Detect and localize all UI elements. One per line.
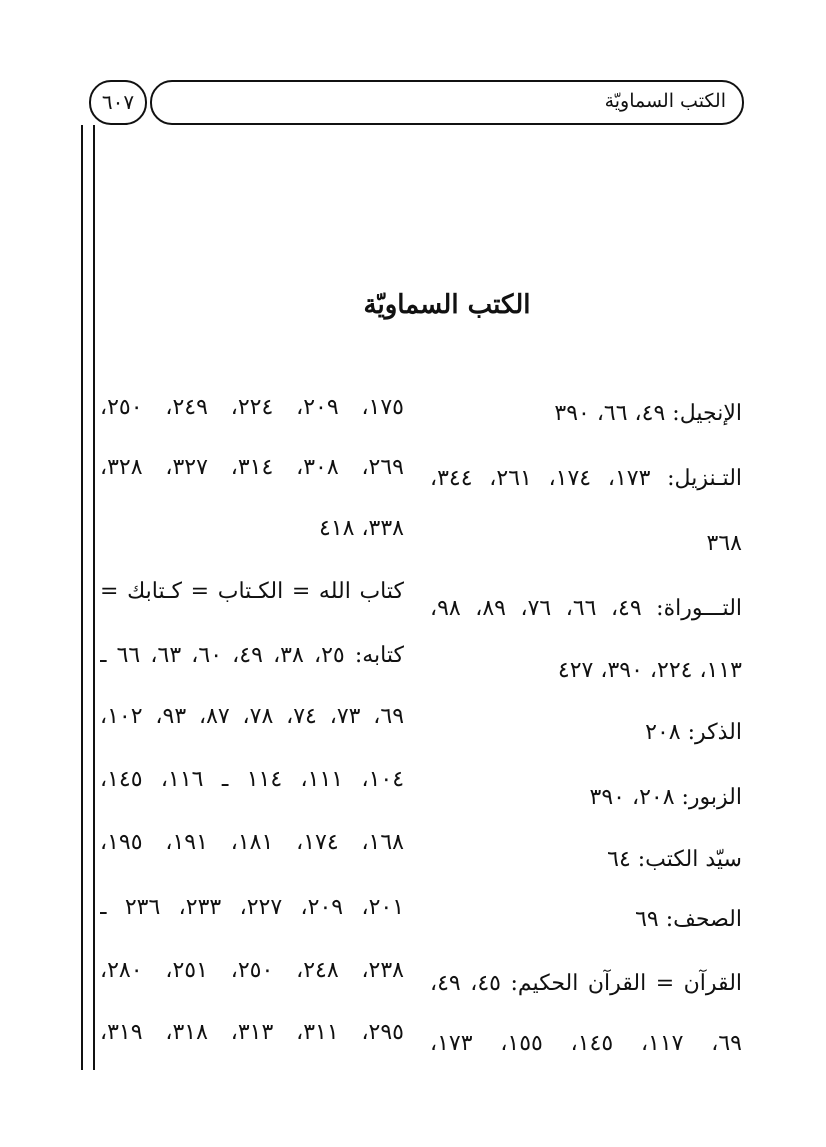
page-number: ٦٠٧ xyxy=(89,80,147,125)
index-entry-line: ٢٩٥، ٣١١، ٣١٣، ٣١٨، ٣١٩، xyxy=(100,1020,404,1045)
index-entry-line: التـــوراة: ٤٩، ٦٦، ٧٦، ٨٩، ٩٨، xyxy=(430,596,742,621)
index-entry-line: ٢٦٩، ٣٠٨، ٣١٤، ٣٢٧، ٣٢٨، xyxy=(100,455,404,480)
index-entry-line: القرآن = القرآن الحكيم: ٤٥، ٤٩، xyxy=(430,971,742,996)
index-entry-line: ٦٩، ٧٣، ٧٤، ٧٨، ٨٧، ٩٣، ١٠٢، xyxy=(100,704,404,729)
running-header xyxy=(150,80,744,125)
index-entry-line: التـنزيل: ١٧٣، ١٧٤، ٢٦١، ٣٤٤، xyxy=(430,466,742,491)
index-entry-line: ١٠٤، ١١١، ١١٤ ـ ١١٦، ١٤٥، xyxy=(100,767,404,792)
index-entry-line: الذكر: ٢٠٨ xyxy=(645,720,742,745)
index-entry-line: ٢٠١، ٢٠٩، ٢٢٧، ٢٣٣، ٢٣٦ ـ xyxy=(100,895,404,920)
index-entry-line: كتاب الله = الكـتاب = كـتابك = xyxy=(100,579,404,604)
index-entry-line: ١١٣، ٢٢٤، ٣٩٠، ٤٢٧ xyxy=(557,658,742,683)
running-title: الكتب السماويّة xyxy=(604,90,726,112)
index-entry-line: كتابه: ٢٥، ٣٨، ٤٩، ٦٠، ٦٣، ٦٦ ـ xyxy=(100,643,404,668)
index-entry-line: ٣٣٨، ٤١٨ xyxy=(319,516,404,541)
index-entry-line: ٦٩، ١١٧، ١٤٥، ١٥٥، ١٧٣، xyxy=(430,1031,742,1056)
index-entry-line: الإنجيل: ٤٩، ٦٦، ٣٩٠ xyxy=(554,401,742,426)
margin-rule-inner xyxy=(93,125,95,1070)
section-title: الكتب السماويّة xyxy=(363,290,531,320)
index-entry-line: الزبور: ٢٠٨، ٣٩٠ xyxy=(589,785,742,810)
margin-rule-outer xyxy=(81,125,83,1070)
index-entry-line: ٣٦٨ xyxy=(706,531,742,556)
index-entry-line: ٢٣٨، ٢٤٨، ٢٥٠، ٢٥١، ٢٨٠، xyxy=(100,958,404,983)
index-entry-line: ١٧٥، ٢٠٩، ٢٢٤، ٢٤٩، ٢٥٠، xyxy=(100,395,404,420)
index-entry-line: ١٦٨، ١٧٤، ١٨١، ١٩١، ١٩٥، xyxy=(100,830,404,855)
index-entry-line: الصحف: ٦٩ xyxy=(635,907,742,932)
index-entry-line: سيّد الكتب: ٦٤ xyxy=(607,847,742,872)
